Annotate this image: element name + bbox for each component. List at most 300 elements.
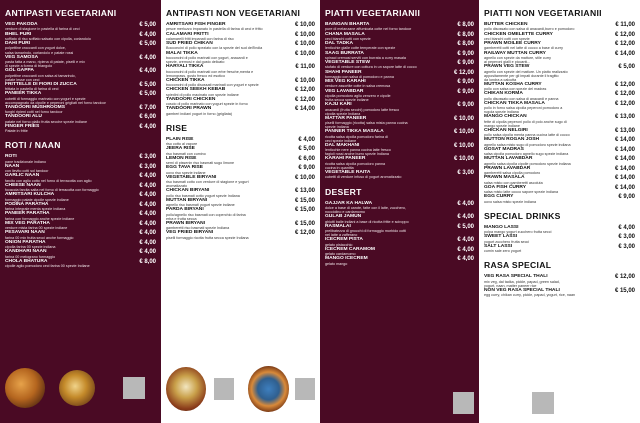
menu-item-description: patate lesse con ceci (5, 77, 40, 82)
menu-item-description: con lievito cotti sol tandoor (5, 169, 49, 174)
menu-item-description: cubetti di formaggio marinato con yogurt e spezie (5, 96, 86, 101)
menu-item-description: semi di pissenin riso basmati sugo limone (166, 161, 235, 166)
section-spacer (484, 253, 635, 258)
menu-item-price: € 11,00 (615, 22, 635, 28)
menu-item-description: farina con formaggio anche spezie indiane (5, 216, 75, 221)
menu-item-text (484, 128, 612, 138)
section-spacer (484, 204, 635, 209)
menu-item (166, 230, 315, 240)
menu-item-price: € 3,00 (139, 154, 156, 161)
menu-item-name: TANDOORI CHICKEN (166, 96, 216, 102)
menu-item-name: GOSAT MADRAS (484, 146, 524, 152)
menu-item-name: NON VEG RASA SPECIAL THALI (484, 288, 560, 294)
placeholder-image (214, 378, 234, 400)
menu-item (166, 64, 315, 78)
menu-item-name: CHICKEN SEEKH KEBAB (166, 87, 226, 93)
menu-item (5, 221, 156, 231)
menu-item-name: CHEESE NAAN (5, 182, 41, 188)
menu-item (484, 128, 635, 138)
menu-item-text (484, 137, 612, 147)
menu-item-price: € 14,00 (614, 165, 635, 172)
menu-item-description: cipolla farina 00 spezie indiana (5, 245, 56, 250)
menu-item-price: € 4,00 (139, 192, 156, 199)
section-title-antipasti-non-vegetariani: ANTIPASTI NON VEGETARIANI (166, 8, 301, 18)
menu-item-name: GOA FISH CURRY (484, 184, 527, 190)
menu-item (5, 192, 156, 202)
menu-item-name: ROTI (5, 154, 17, 160)
menu-item-description: pasta fatta a mano, ripiena di patate, piselli e mix (5, 60, 85, 64)
menu-item (325, 170, 474, 180)
menu-item-text (5, 249, 136, 259)
menu-item (166, 165, 315, 175)
menu-item-text (166, 78, 292, 88)
menu-item (5, 230, 156, 240)
menu-item (166, 156, 315, 166)
menu-item-description: pollo in forno salsa cipolla peperoni pomodoro a (484, 106, 563, 111)
menu-item (166, 87, 315, 97)
menu-item-description: pollo disossato con salsa di anacardi e panna (484, 96, 559, 101)
menu-item-description: ricotta salsa cipolla pomodoro panna (325, 161, 386, 166)
menu-item-text (484, 274, 612, 288)
menu-item-price: € 5,00 (139, 22, 156, 28)
menu-item (166, 78, 315, 88)
menu-item-name: PRAWN LAVABDAR (484, 165, 531, 171)
menu-item-price: € 4,00 (139, 211, 156, 218)
menu-item-description: uovo riso spezie indiane (166, 170, 206, 175)
menu-item-description: yogurt zucchero frutta secci (484, 239, 530, 244)
menu-item-name: GARLIC NAAN (5, 173, 40, 179)
menu-item-text (166, 137, 295, 147)
menu-item-price: € 4,00 (139, 31, 156, 38)
menu-item-price: € 5,00 (457, 223, 474, 230)
menu-item (484, 175, 635, 185)
menu-item-price: € 4,00 (139, 68, 156, 75)
menu-item-text (325, 60, 454, 70)
menu-item-text (325, 237, 454, 247)
menu-item-description: bocconcini di pollo marinati con erbe fresche,menta e (166, 69, 254, 74)
menu-item-text (5, 55, 136, 69)
menu-item-price: € 9,00 (618, 194, 635, 201)
menu-item (484, 185, 635, 195)
menu-item-description: bocconcini di pollo disossati marinati con yogurt e spezie (166, 83, 259, 88)
menu-item-text (166, 175, 292, 189)
menu-item-text (5, 124, 136, 134)
menu-item-price: € 5,00 (139, 91, 156, 98)
menu-item-text (325, 32, 454, 42)
section-title-piatti-vegetarianii: PIATTI VEGETARIANII (325, 8, 421, 18)
menu-item-price: € 6,00 (298, 155, 315, 162)
menu-item-name: PLAIN RISE (166, 136, 194, 142)
menu-item (484, 91, 635, 101)
menu-item-text (484, 101, 612, 115)
menu-item (325, 70, 474, 80)
menu-item-price: € 14,00 (614, 175, 635, 182)
menu-item-text (166, 97, 292, 107)
menu-item-price: € 15,00 (294, 220, 315, 227)
menu-item (166, 97, 315, 107)
menu-item-text (5, 91, 136, 105)
placeholder-image (123, 377, 145, 399)
menu-item-text (166, 51, 292, 65)
menu-item (5, 183, 156, 193)
menu-item-price: € 3,00 (618, 234, 635, 241)
menu-item-price: € 6,00 (139, 114, 156, 121)
menu-item-description: erba e frutta secca (166, 216, 197, 221)
menu-item-price: € 10,00 (453, 129, 474, 136)
menu-item-price: € 12,00 (294, 87, 315, 94)
menu-item-text (5, 230, 136, 240)
menu-item-name: MALAI TIKKA (166, 50, 198, 56)
menu-item (5, 55, 156, 69)
menu-item-price: € 4,00 (298, 136, 315, 143)
menu-item (325, 214, 474, 224)
menu-item-name: BUTTER CHICKEN (484, 22, 528, 27)
menu-item-text (325, 22, 454, 32)
menu-item-text (484, 175, 612, 185)
menu-item-description: pesce merluzzo impanato in pastella di farina di ceci e fritto (166, 27, 263, 32)
menu-item-name: VEG SAMOSA (5, 54, 39, 60)
menu-item-description: agnello con spezie del matture. Un piatto realizzato (484, 69, 568, 74)
menu-item-price: € 9,00 (298, 165, 315, 172)
section-title-antipasti-vegetariani: ANTIPASTI VEGETARIANI (5, 8, 117, 18)
menu-item-text (484, 64, 615, 82)
menu-item (325, 79, 474, 89)
menu-item-text (5, 202, 136, 212)
placeholder-image (295, 378, 315, 400)
menu-item (325, 247, 474, 257)
menu-item (325, 156, 474, 170)
menu-item-description: piselli formaggio ricotta frutta secca spezie Indiana (166, 235, 249, 240)
column-antipasti-vegetariani (0, 0, 161, 423)
menu-item-name: CHIKAN KORMA (484, 91, 523, 97)
menu-item-text (325, 70, 451, 80)
photo-row (5, 368, 156, 408)
menu-item-text (325, 41, 454, 51)
menu-item-price: € 5,00 (139, 81, 156, 88)
menu-item-price: € 13,00 (614, 114, 635, 121)
menu-item (484, 41, 635, 51)
menu-item-name: BHEL PURI (5, 31, 32, 37)
menu-item-text (5, 221, 136, 231)
menu-item-description: salsa misto latte cocco sapore spezie indiana (484, 190, 558, 195)
menu-item (166, 51, 315, 65)
menu-item (166, 146, 315, 156)
menu-item-text (325, 51, 454, 61)
menu-item-description: coscio di pollo marinato con yogurt spezie in forno (166, 102, 248, 107)
menu-item-text (5, 68, 136, 82)
menu-item-name: AMRITSARI KULCHA (5, 192, 55, 198)
menu-item-text (166, 64, 292, 78)
menu-item-text (166, 32, 292, 42)
menu-item-description: lenticchie nere panna cucina latte fresco (325, 148, 391, 153)
menu-item-text (325, 214, 454, 224)
menu-item-description: patate nel forno giallo frutta secche spezie indiane (5, 119, 87, 124)
menu-item-name: MANGO ICECREM (325, 256, 368, 262)
menu-item-name: SWEET LASSI (484, 234, 518, 240)
menu-item (484, 194, 635, 204)
menu-item-description: aromatizzato (166, 184, 188, 189)
menu-item-text (5, 41, 136, 55)
photo-row (166, 366, 315, 412)
menu-item-description: rugola spezie indiana (484, 110, 519, 115)
menu-item-name: CHOLA BHATURA (5, 258, 48, 264)
menu-item-text (325, 79, 454, 89)
menu-item-name: TANDOORI PRAWN (166, 106, 212, 112)
menu-item (325, 22, 474, 32)
menu-item-text (166, 41, 292, 51)
menu-item (5, 82, 156, 92)
menu-item-name: PRAWN VEG STEW (484, 64, 530, 70)
menu-item-description: gamberetti riso basmati spezie Indiana (166, 226, 230, 231)
menu-item-name: MUTTAN LAVABDAR (484, 156, 533, 162)
menu-item-description: stufato di verdure con cottura in un sapore latte di cocco (325, 65, 417, 70)
menu-item-name: JEERA RISE (166, 146, 195, 152)
menu-item-description: cubetti di verdure infuso di yogurt aromatizzato (325, 175, 402, 180)
menu-item-description: verdure assortite cotte in salsa cremosa (325, 84, 391, 89)
menu-item (325, 51, 474, 61)
menu-item-description: spinaci cremosi serviti con burrata a curry masala (325, 55, 406, 60)
menu-item-text (5, 105, 136, 115)
menu-item (484, 137, 635, 147)
menu-item (484, 166, 635, 176)
menu-item-name: PRAWN MOILEE CURRY (484, 41, 541, 46)
menu-item-price: € 4,00 (139, 220, 156, 227)
menu-item-price: € 4,00 (457, 237, 474, 244)
photo-row (484, 392, 635, 414)
menu-item (325, 116, 474, 130)
menu-item-name: LEMON RISE (166, 155, 197, 161)
menu-item (5, 164, 156, 174)
menu-item-text (484, 234, 615, 244)
menu-item (484, 114, 635, 128)
menu-item-price: € 14,00 (614, 137, 635, 144)
section-title-roti-naan: ROTI / NAAN (5, 140, 61, 151)
menu-item-name: CHANA MASALA (325, 31, 365, 37)
menu-item-description: nocciolino e cardamomo (325, 210, 365, 215)
menu-item-price: € 4,00 (139, 239, 156, 246)
menu-item-price: € 15,00 (614, 288, 635, 295)
menu-item-name: RASMALAI (325, 223, 351, 229)
menu-item-description: cucina in quantita (325, 165, 354, 170)
menu-item-description: nel latte a zafferano (325, 233, 358, 238)
column-piatti-vegetariani (320, 0, 479, 423)
menu-item-text (166, 221, 292, 231)
menu-item (5, 91, 156, 105)
menu-item-price: € 3,00 (618, 243, 635, 250)
menu-item-description: frittata in pastella di farina di ceci (5, 87, 59, 92)
menu-item-description: riso basmati con cumino (166, 151, 206, 156)
menu-item-name: GOL GAPPA (5, 68, 34, 74)
menu-item-description: agnello con spezie da matture, stile curry (484, 55, 552, 60)
menu-item-name: MANGO LASSI (484, 224, 519, 230)
menu-item (484, 244, 635, 254)
menu-item-name: VEG LAVABDAR (325, 88, 364, 94)
menu-item-description: calamarelli fritti impanati con farina di riso (166, 36, 234, 41)
menu-item (325, 237, 474, 247)
menu-item (484, 22, 635, 32)
food-bowl-photo (5, 368, 45, 408)
menu-item-description: formaggio patate cipolle spezie indiane (5, 197, 69, 202)
menu-item-text (325, 143, 451, 157)
menu-item (5, 211, 156, 221)
menu-item-description: agnello salsa misto sugo di pomodoro spezie indiana (484, 142, 571, 147)
menu-item (166, 221, 315, 231)
menu-item-description: bocconcini di pollo marinati con yogurt, anacardi e (166, 55, 248, 60)
menu-item (166, 198, 315, 208)
menu-item-text (5, 240, 136, 250)
menu-item-text (5, 259, 136, 269)
menu-item-name: VEGETABLE RAITA (325, 170, 371, 176)
menu-item-name: DAL TADKA (325, 41, 354, 46)
menu-item-description: lenticchie gialle cotte temperate con spezie (325, 46, 396, 51)
menu-item-name: MUTTAN BIRYANI (166, 197, 208, 203)
menu-item-name: PRAWN MASALA (484, 175, 525, 181)
menu-item-description: salsa cipolla pomodoro agnello sugo spezie indiana (484, 152, 569, 157)
menu-item-description: pollo disossato con salsa di anacardi,burro e pomodoro (484, 27, 575, 32)
menu-item-description: agnello riso basmati yogurt spezie indiane (166, 203, 235, 208)
menu-item-price: € 4,00 (457, 200, 474, 207)
menu-item-text (325, 170, 454, 180)
menu-item-text (166, 207, 292, 221)
menu-item-description: farcito con aglio cotto nel forno di terracotta con aglio (5, 178, 92, 183)
menu-item-price: € 4,00 (139, 182, 156, 189)
menu-item (325, 102, 474, 116)
menu-item-description: gamberi indiani yogurt in forno (grigliata) (166, 111, 232, 116)
menu-item (5, 68, 156, 82)
menu-item-price: € 10,00 (294, 22, 315, 28)
menu-item-description: yogurt, naan, matter paneer rice (484, 283, 537, 288)
menu-item-price: € 12,00 (614, 41, 635, 47)
menu-item-name: MUTTAN KOSHA CURRY (484, 81, 542, 87)
section-title-rise: RISE (166, 122, 188, 133)
menu-item (5, 154, 156, 164)
menu-item-description: pollo/agnello riso basmati con coperchio di farina (166, 212, 246, 217)
menu-item (5, 41, 156, 55)
menu-item-text (166, 87, 292, 97)
menu-item-description: dolce a base di carote, fatte con il latte, zucchero, (325, 205, 406, 210)
menu-item-text (484, 51, 612, 65)
menu-item-description: pollo salsa cipolla menta panna cucina latte di cocco (484, 133, 570, 138)
menu-item (5, 259, 156, 269)
menu-item-description: accompagnato da cipolle e peperoni grigliati nel forno tandoor (5, 100, 106, 105)
menu-item-text (325, 102, 454, 116)
menu-item-name: VEG RASA SPECIAL THALI (484, 274, 548, 280)
menu-item-name: GAJJAR KA HALWA (325, 200, 373, 206)
section-title-rasa-special: RASA SPECIAL (484, 260, 552, 271)
menu-item-name: PRAWN BIRYANI (166, 220, 206, 226)
menu-item-price: € 9,00 (457, 50, 474, 57)
menu-item-name: NAAN (5, 163, 20, 169)
menu-item-price: € 12,00 (614, 31, 635, 38)
menu-item (484, 274, 635, 288)
menu-item-price: € 8,00 (457, 22, 474, 28)
menu-item-description: Patate in fritte (5, 129, 28, 134)
menu-item-text (484, 91, 612, 101)
menu-item-description: formaggio con salsa di pomodoro e panna (325, 74, 394, 79)
menu-item (5, 105, 156, 115)
menu-item (484, 225, 635, 235)
menu-item-price: € 8,00 (457, 31, 474, 38)
menu-item-price: € 3,00 (457, 170, 474, 177)
menu-item-text (325, 256, 454, 266)
menu-item-description: ceci bianchi cotti con spezie (325, 36, 371, 41)
menu-item (166, 188, 315, 198)
menu-item-text (5, 82, 136, 92)
menu-item-description: polpettine croccanti con salsa al tamarindo, (5, 73, 76, 78)
menu-item-description: spezie, cremosi e dal gusto delicato (166, 60, 225, 64)
menu-item-name: MUTTON ROGAN JOSH (484, 137, 540, 143)
menu-item-name: KANDHARI NAAN (5, 249, 47, 255)
menu-item-text (484, 244, 615, 254)
menu-item-name: ONION PARATHA (5, 239, 46, 245)
menu-item-description: anacardi (frutta secchi) pomodoro latte fresco (325, 107, 400, 112)
menu-item-description: ai peperoni gialli e piccanti... (484, 60, 531, 64)
column-piatti-non-vegetariani (479, 0, 640, 423)
menu-item-name: PODINA PARATHA (5, 201, 49, 207)
menu-item-name: SAAG BURRATA (325, 50, 364, 56)
section-title-piatti-non-vegetarianii: PIATTI NON VEGETARIANII (484, 8, 602, 18)
menu-item-price: € 15,00 (294, 207, 315, 214)
menu-item-name: PANEER TIKKA (5, 91, 42, 97)
menu-item-price: € 4,00 (139, 173, 156, 180)
menu-item (166, 137, 315, 147)
menu-item-price: € 10,00 (453, 115, 474, 122)
menu-item-price: € 12,00 (614, 100, 635, 107)
menu-item-name: SALT LASSI (484, 243, 513, 249)
menu-item-description: uovo salsa misto spezie indiana (484, 199, 537, 204)
menu-item-description: gamberetti salsa cipolla pomodoro (484, 171, 541, 176)
menu-item-text (166, 146, 295, 156)
menu-item-name: FINGER FRIES (5, 123, 40, 129)
menu-item-text (5, 211, 136, 221)
photo-row (325, 392, 474, 414)
menu-item-name: TANDOORI ALU (5, 114, 42, 120)
menu-item-price: € 7,00 (139, 104, 156, 111)
section-spacer (5, 133, 156, 138)
menu-item (484, 51, 635, 65)
menu-item-text (325, 201, 454, 215)
menu-item-price: € 9,00 (457, 102, 474, 109)
menu-item-name: DAHI PURI (5, 41, 30, 46)
curry-bowl-photo (59, 370, 95, 406)
menu-item-text (484, 22, 612, 32)
menu-item-description: fette di cipolla peperoni pollo di polo anche sugo di (484, 119, 567, 124)
menu-item-text (484, 147, 612, 157)
menu-item-name: TANDOORI MUSHROOMS (5, 104, 65, 110)
menu-item-text (484, 225, 615, 235)
menu-item (325, 60, 474, 70)
menu-item-name: RAILWAY MUTTAN CURRY (484, 50, 546, 56)
menu-item (5, 114, 156, 124)
menu-item-description: soffiato di riso soffiato salsato con cipolla, coriandolo (5, 36, 91, 41)
menu-item-text (325, 247, 454, 257)
menu-item (5, 240, 156, 250)
menu-item-name: MATTAR PANEER (325, 115, 367, 121)
menu-item-price: € 13,00 (294, 188, 315, 195)
menu-item-name: CHICKAN BIRYANI (166, 188, 210, 194)
menu-item-name: CHICKEN OMELETTE CURRY (484, 31, 553, 37)
menu-item (166, 175, 315, 189)
menu-item-price: € 9,00 (457, 88, 474, 95)
menu-item-price: € 9,00 (457, 79, 474, 85)
menu-item-price: € 10,00 (294, 41, 315, 47)
menu-item-text (325, 224, 454, 238)
menu-item-price: € 12,00 (294, 230, 315, 237)
menu-item-description: appositamente per gli impati durante il tragitto (484, 73, 559, 78)
menu-item (325, 129, 474, 143)
menu-item (484, 147, 635, 157)
menu-item-name: VEGETABLE STEW (325, 60, 371, 65)
